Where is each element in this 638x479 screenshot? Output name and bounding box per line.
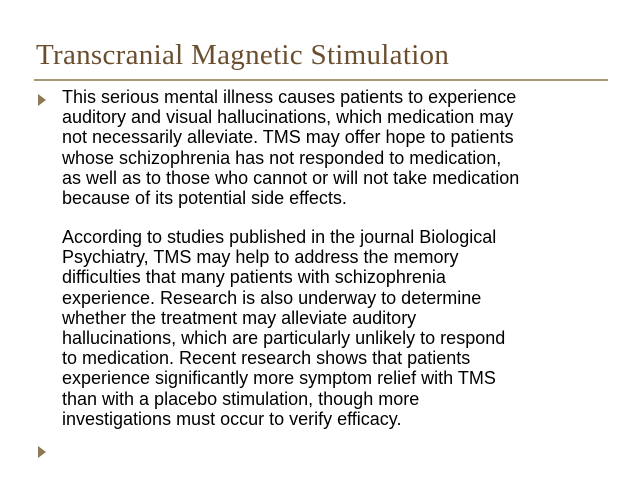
text-line: hallucinations, which are particularly unlikely to respond (62, 328, 506, 349)
text-line: According to studies published in the journal Biological (62, 227, 497, 247)
paragraph-schizophrenia-intro (62, 87, 622, 208)
triangle-bullet-icon (38, 94, 46, 106)
title-divider (34, 79, 608, 81)
text-line: investigations must occur to verify efficacy. (62, 408, 402, 429)
text-line: than with a placebo stimulation, though more (62, 388, 420, 409)
text-line: as well as to those who cannot or will not take medication (62, 167, 520, 188)
text-line: experience. Research is also underway to determine (62, 287, 482, 308)
triangle-bullet-icon (38, 446, 46, 458)
text-line: because of its potential side effects. (62, 188, 347, 209)
paragraph-research (62, 227, 622, 429)
text-line: experience significantly more symptom relief with TMS (62, 368, 496, 389)
text-line: auditory and visual hallucinations, which medication may (62, 107, 514, 128)
text-line: whose schizophrenia has not responded to medication, (62, 147, 502, 168)
text-line: to medication. Recent research shows that patients (62, 348, 471, 369)
text-line: whether the treatment may alleviate auditory (62, 307, 417, 328)
slide-title: Transcranial Magnetic Stimulation (36, 39, 450, 71)
text-line: This serious mental illness causes patients to experience (62, 87, 517, 107)
text-line: not necessarily alleviate. TMS may offer hope to patients (62, 127, 514, 148)
text-line: Psychiatry, TMS may help to address the memory (62, 247, 459, 268)
text-line: difficulties that many patients with schizophrenia (62, 267, 446, 288)
